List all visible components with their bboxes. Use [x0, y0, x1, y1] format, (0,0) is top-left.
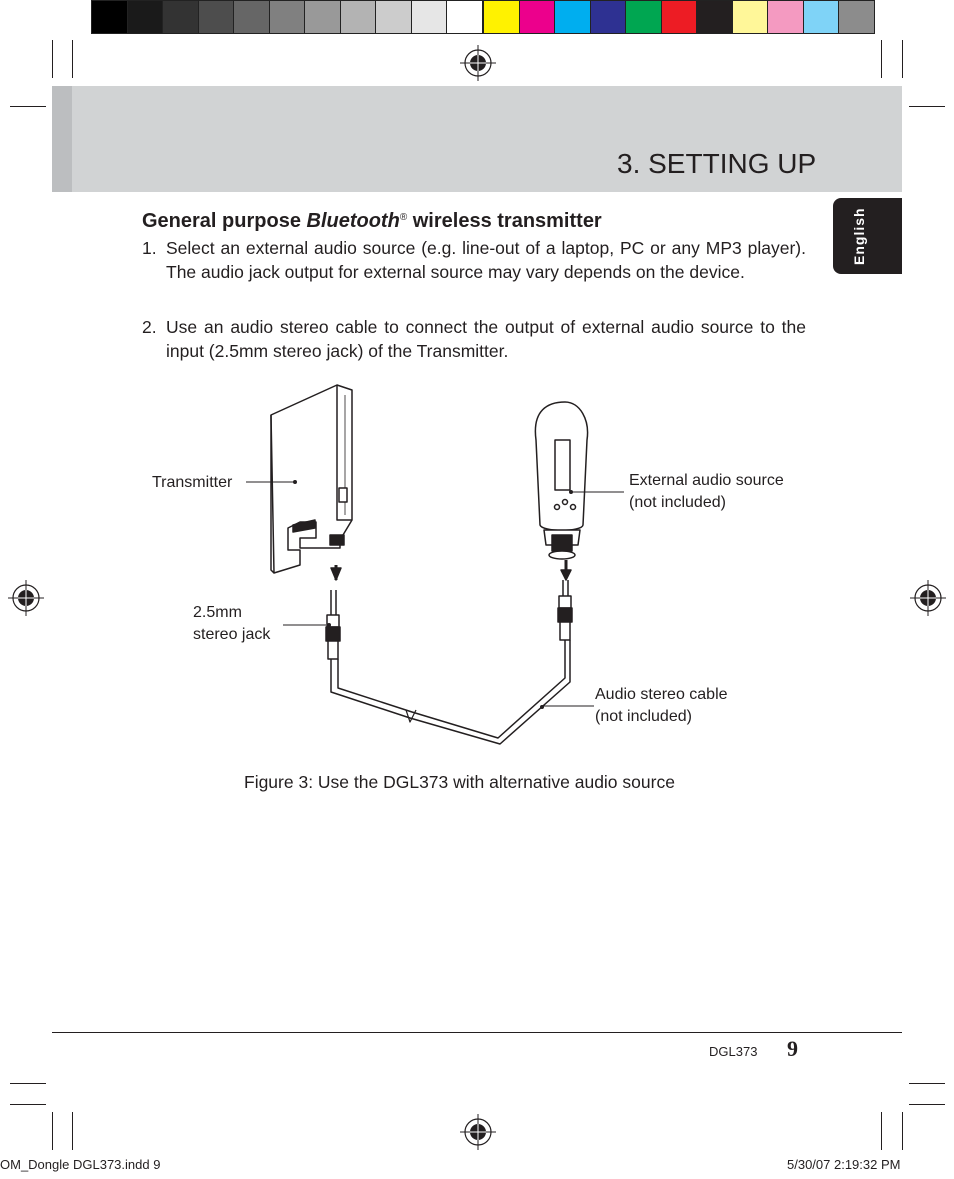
color-swatch — [696, 0, 733, 34]
gray-swatch — [411, 0, 448, 34]
gray-swatch — [375, 0, 412, 34]
gray-swatch — [127, 0, 164, 34]
section-heading — [142, 210, 602, 233]
step-number: 2. — [142, 317, 157, 337]
language-tab-label: English — [851, 207, 867, 265]
color-swatch — [732, 0, 769, 34]
label-jack-line1: 2.5mm — [193, 604, 242, 621]
gray-swatch — [304, 0, 341, 34]
step-1 — [142, 236, 806, 308]
color-swatch — [625, 0, 662, 34]
color-swatch — [838, 0, 875, 34]
heading-registered-mark: ® — [399, 212, 408, 223]
registration-mark-left-icon — [8, 580, 44, 616]
page-number: 9 — [787, 1036, 798, 1061]
language-tab — [833, 198, 902, 274]
label-transmitter: Transmitter — [152, 474, 233, 491]
color-swatch — [483, 0, 520, 34]
color-swatch — [803, 0, 840, 34]
transmitter-device-icon — [271, 385, 352, 573]
label-cable-line2: (not included) — [595, 708, 692, 725]
step-text: Select an external audio source (e.g. line-out of a laptop, PC or any MP3 player). The audio jack output for external source may vary depends on the device. — [166, 238, 806, 282]
label-external-source-line1: External audio source — [629, 472, 784, 489]
heading-bluetooth: Bluetooth — [306, 210, 400, 232]
gray-swatch — [162, 0, 199, 34]
heading-prefix: General purpose — [142, 210, 307, 232]
model-number: DGL373 — [709, 1044, 758, 1059]
timestamp-slug: 5/30/07 2:19:32 PM — [787, 1157, 901, 1172]
page-title: 3. SETTING UP — [617, 148, 817, 179]
step-2 — [142, 315, 806, 363]
gray-swatch — [91, 0, 128, 34]
label-cable-line1: Audio stereo cable — [595, 686, 728, 703]
step-number: 1. — [142, 238, 157, 258]
gray-swatch — [269, 0, 306, 34]
file-slug: OM_Dongle DGL373.indd 9 — [0, 1157, 161, 1172]
color-swatch — [554, 0, 591, 34]
header-band-edge — [52, 86, 72, 192]
figure-caption: Figure 3: Use the DGL373 with alternative audio source — [244, 772, 675, 792]
color-swatch — [590, 0, 627, 34]
right-plug-icon — [558, 580, 572, 640]
color-swatch — [661, 0, 698, 34]
step-text: Use an audio stereo cable to connect the output of external audio source to the input (2.5mm stereo jack) of the Transmitter. — [166, 317, 806, 361]
color-swatch — [767, 0, 804, 34]
gray-swatch — [446, 0, 483, 34]
footer-rule — [52, 1032, 902, 1033]
color-swatch — [519, 0, 556, 34]
label-external-source-line2: (not included) — [629, 494, 726, 511]
heading-suffix: wireless transmitter — [407, 210, 602, 232]
mp3-player-icon — [535, 402, 587, 559]
gray-swatch — [340, 0, 377, 34]
label-jack-line2: stereo jack — [193, 626, 271, 643]
registration-mark-bottom-icon — [460, 1114, 496, 1150]
gray-swatch — [233, 0, 270, 34]
gray-swatch — [198, 0, 235, 34]
audio-cable-icon — [331, 640, 570, 744]
registration-mark-right-icon — [910, 580, 946, 616]
registration-mark-top-icon — [460, 45, 496, 81]
